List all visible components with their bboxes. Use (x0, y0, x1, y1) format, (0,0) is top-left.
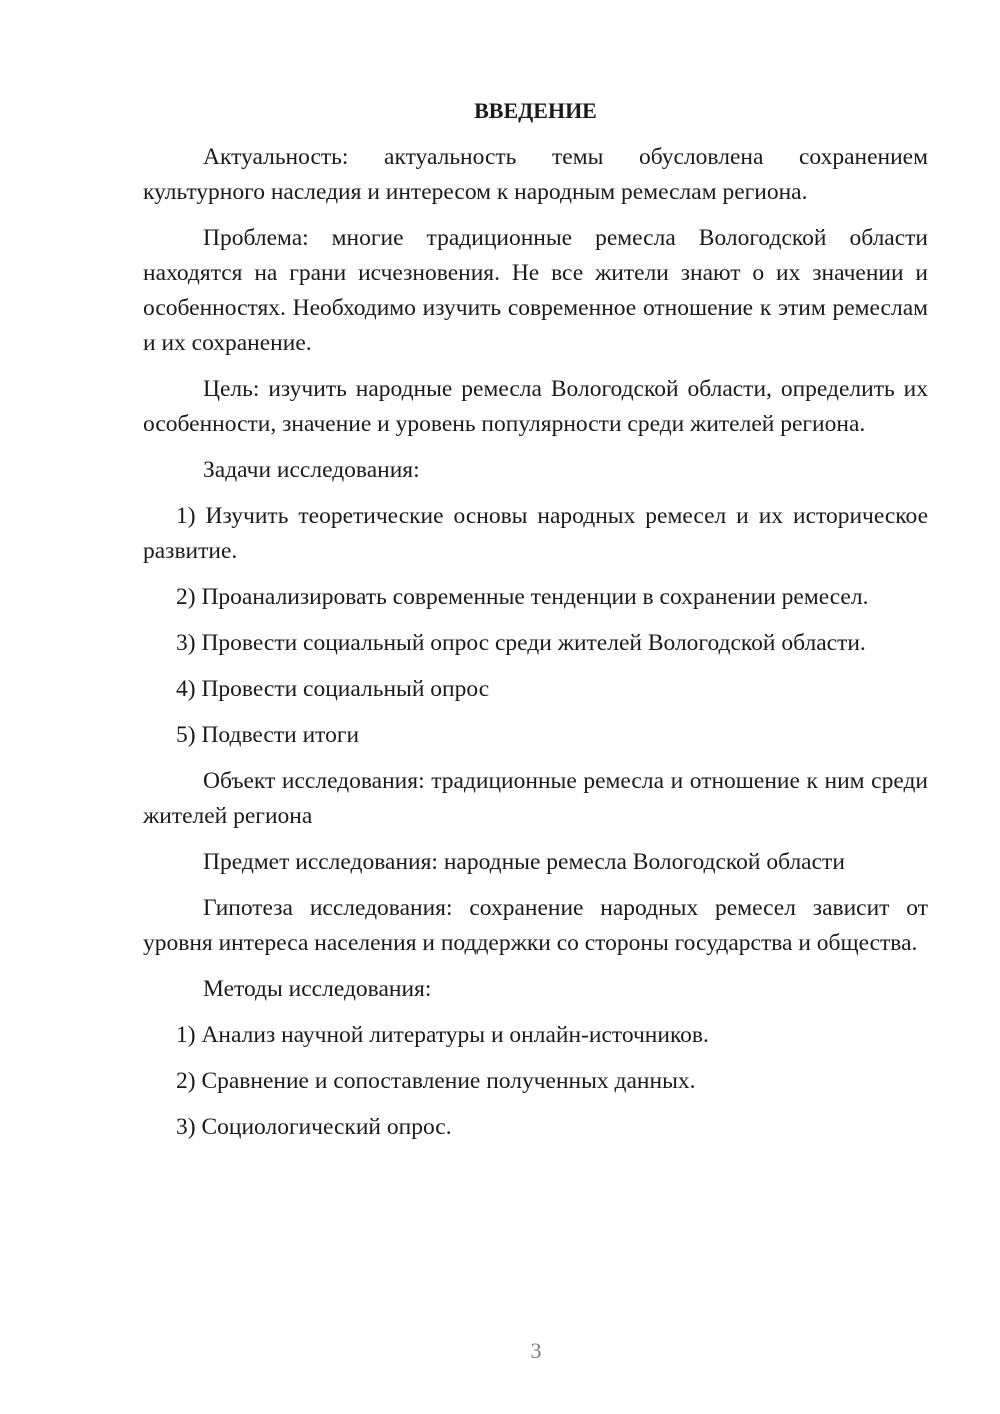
problem-paragraph: Проблема: многие традиционные ремесла Вологодской области находятся на грани исчезновения. Не все жители знают о их значении и особенностях. Необходимо изучить современное отношение к этим ремеслам и их сохранение. (143, 225, 928, 356)
task-item-2: 2) Проанализировать современные тенденции в сохранении ремесел. (176, 584, 869, 610)
page-content (143, 93, 928, 1156)
subject-paragraph: Предмет исследования: народные ремесла Вологодской области (203, 849, 845, 875)
method-item-1: 1) Анализ научной литературы и онлайн-источников. (176, 1022, 709, 1048)
object-paragraph: Объект исследования: традиционные ремесла и отношение к ним среди жителей региона (143, 768, 928, 829)
hypothesis-paragraph: Гипотеза исследования: сохранение народных ремесел зависит от уровня интереса населения и поддержки со стороны государства и общества. (143, 895, 928, 956)
method-item-2: 2) Сравнение и сопоставление полученных данных. (176, 1068, 696, 1094)
goal-paragraph: Цель: изучить народные ремесла Вологодской области, определить их особенности, значение и уровень популярности среди жителей региона. (143, 376, 928, 437)
methods-heading: Методы исследования: (203, 976, 432, 1002)
page-number: 3 (530, 1338, 542, 1363)
task-item-3: 3) Провести социальный опрос среди жителей Вологодской области. (176, 630, 866, 656)
task-item-4: 4) Провести социальный опрос (176, 676, 490, 702)
task-item-5: 5) Подвести итоги (176, 722, 360, 748)
relevance-paragraph: Актуальность: актуальность темы обусловлена сохранением культурного наследия и интересом к народным ремеслам региона. (143, 144, 928, 205)
method-item-3: 3) Социологический опрос. (176, 1114, 452, 1140)
section-title: ВВЕДЕНИЕ (474, 98, 597, 123)
tasks-heading: Задачи исследования: (203, 457, 420, 483)
task-item-1: 1) Изучить теоретические основы народных ремесел и их историческое развитие. (143, 503, 928, 564)
